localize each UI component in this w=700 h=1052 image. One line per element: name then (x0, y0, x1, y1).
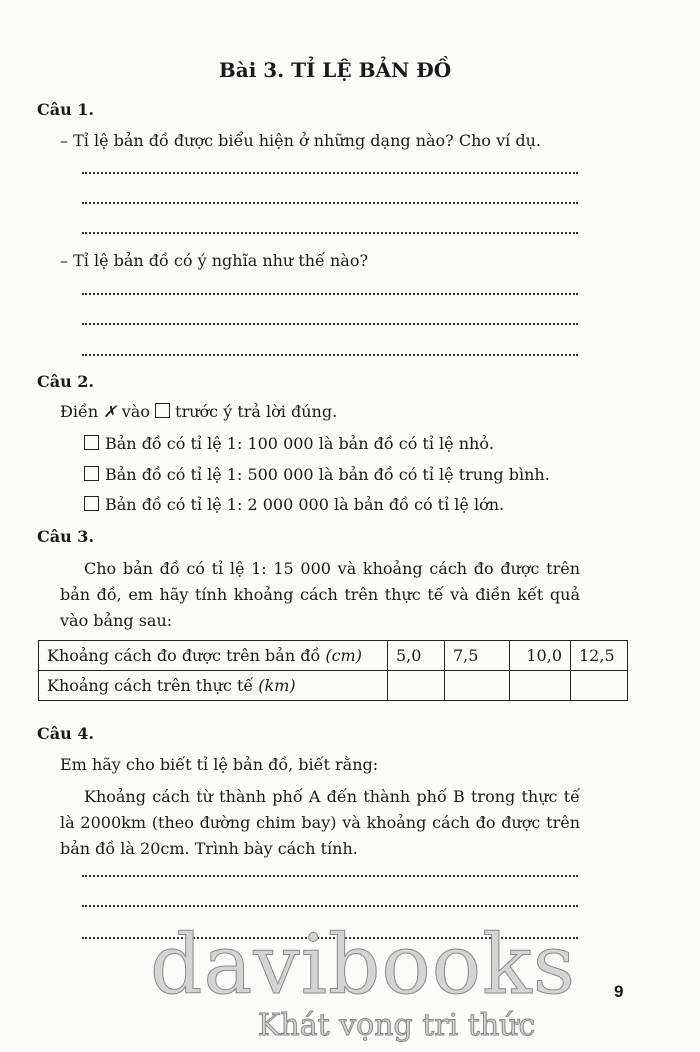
table-row (39, 671, 628, 701)
option-checkbox[interactable] (84, 435, 99, 450)
page-title: Bài 3. TỈ LỆ BẢN ĐỒ (218, 58, 452, 82)
option-3 (84, 495, 504, 514)
option-text: Bản đồ có tỉ lệ 1: 500 000 là bản đồ có tỉ lệ trung bình. (105, 465, 550, 484)
answer-line[interactable] (82, 905, 578, 907)
watermark-logo: davibooks (150, 918, 576, 1013)
option-text: Bản đồ có tỉ lệ 1: 2 000 000 là bản đồ có tỉ lệ lớn. (105, 495, 505, 514)
answer-line[interactable] (82, 293, 578, 295)
answer-line[interactable] (82, 172, 578, 174)
option-1 (84, 434, 494, 453)
question-2-instruction (60, 402, 337, 421)
table-row (39, 641, 628, 671)
option-2 (84, 465, 550, 484)
answer-cell[interactable] (445, 671, 510, 701)
distance-table (38, 640, 628, 701)
watermark-slogan: Khát vọng tri thức (258, 1008, 536, 1043)
question-4-text: Khoảng cách từ thành phố A đến thành phố B trong thực tế là 2000km (theo đường chim bay) và khoảng cách đo được trên bản đồ là 20cm. Trình bày cách tính. (60, 787, 580, 858)
checkbox-icon (155, 403, 170, 418)
question-3-label: Câu 3. (37, 527, 95, 546)
question-4-label: Câu 4. (37, 724, 95, 743)
option-text: Bản đồ có tỉ lệ 1: 100 000 là bản đồ có tỉ lệ nhỏ. (105, 434, 495, 453)
option-checkbox[interactable] (84, 466, 99, 481)
value-cell: 10,0 (510, 641, 571, 671)
answer-cell[interactable] (571, 671, 628, 701)
answer-line[interactable] (82, 232, 578, 234)
row-header (39, 671, 388, 701)
question-3-text: Cho bản đồ có tỉ lệ 1: 15 000 và khoảng cách đo được trên bản đồ, em hãy tính khoảng cách trên thực tế và điền kết quả vào bảng sau: (60, 559, 580, 630)
value-cell: 5,0 (388, 641, 445, 671)
value-cell: 7,5 (445, 641, 510, 671)
question-1-label: Câu 1. (37, 100, 95, 119)
row-header (39, 641, 388, 671)
question-2-label: Câu 2. (37, 372, 95, 391)
question-1-prompt-1: – Tỉ lệ bản đồ được biểu hiện ở những dạng nào? Cho ví dụ. (60, 131, 541, 150)
answer-line[interactable] (82, 323, 578, 325)
answer-line[interactable] (82, 202, 578, 204)
instruction-text: vào (116, 402, 156, 421)
instruction-text: trước ý trả lời đúng. (170, 402, 338, 421)
answer-line[interactable] (82, 875, 578, 877)
row-label: Khoảng cách trên thực tế (47, 676, 259, 695)
row-label: Khoảng cách đo được trên bản đồ (47, 646, 326, 665)
instruction-text: Điền (60, 402, 104, 421)
question-1-prompt-2: – Tỉ lệ bản đồ có ý nghĩa như thế nào? (60, 251, 369, 270)
row-unit: (cm) (325, 646, 362, 665)
answer-cell[interactable] (388, 671, 445, 701)
question-4-intro: Em hãy cho biết tỉ lệ bản đồ, biết rằng: (60, 755, 379, 774)
page-number: 9 (614, 982, 624, 1001)
answer-line[interactable] (82, 354, 578, 356)
value-cell: 12,5 (571, 641, 628, 671)
x-mark-icon: ✗ (103, 402, 117, 421)
answer-cell[interactable] (510, 671, 571, 701)
row-unit: (km) (258, 676, 296, 695)
option-checkbox[interactable] (84, 496, 99, 511)
